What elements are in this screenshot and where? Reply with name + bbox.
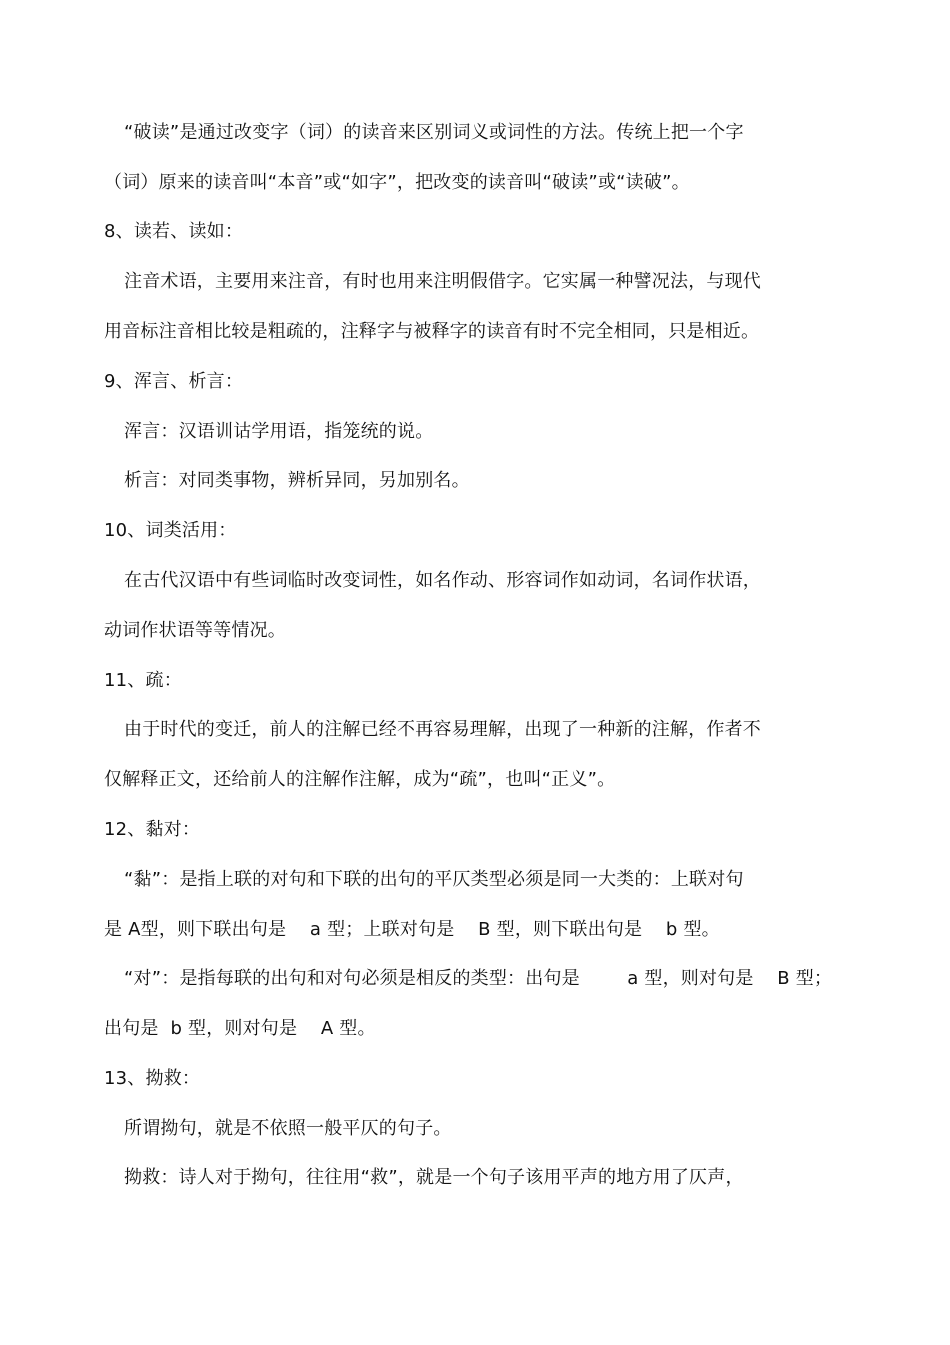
paragraph-line: 拗救：诗人对于拗句，往往用“救”，就是一个句子该用平声的地方用了仄声， — [124, 1167, 744, 1188]
paragraph-line: 用音标注音相比较是粗疏的，注释字与被释字的读音有时不完全相同，只是相近。 — [104, 321, 760, 342]
section-heading: 11、疏： — [104, 670, 182, 691]
paragraph-line: “黏”：是指上联的对句和下联的出句的平仄类型必须是同一大类的：上联对句 — [124, 869, 744, 890]
section-heading: 8、读若、读如： — [104, 221, 244, 242]
paragraph-line: 由于时代的变迁，前人的注解已经不再容易理解，出现了一种新的注解，作者不 — [124, 719, 761, 740]
section-heading: 10、词类活用： — [104, 520, 237, 541]
paragraph-line: 是 A型，则下联出句是 a 型；上联对句是 B 型，则下联出句是 b 型。 — [104, 919, 720, 940]
paragraph-line: 仅解释正文，还给前人的注解作注解，成为“疏”，也叫“正义”。 — [104, 769, 616, 790]
paragraph-line: 动词作状语等等情况。 — [104, 620, 286, 641]
section-heading: 13、拗救： — [104, 1068, 201, 1089]
paragraph-line: “对”：是指每联的出句和对句必须是相反的类型：出句是 a 型，则对句是 B 型； — [124, 968, 833, 989]
paragraph-line: 浑言：汉语训诂学用语，指笼统的说。 — [124, 421, 434, 442]
paragraph-line: 出句是 b 型，则对句是 A 型。 — [104, 1018, 376, 1039]
paragraph-line: 所谓拗句，就是不依照一般平仄的句子。 — [124, 1118, 452, 1139]
paragraph-line: （词）原来的读音叫“本音”或“如字”，把改变的读音叫“破读”或“读破”。 — [104, 172, 690, 193]
paragraph-line: “破读”是通过改变字（词）的读音来区别词义或词性的方法。传统上把一个字 — [124, 122, 744, 143]
paragraph-line: 在古代汉语中有些词临时改变词性，如名作动、形容词作如动词，名词作状语， — [124, 570, 761, 591]
section-heading: 12、黏对： — [104, 819, 201, 840]
paragraph-line: 析言：对同类事物，辨析异同，另加别名。 — [124, 470, 470, 491]
paragraph-line: 注音术语，主要用来注音，有时也用来注明假借字。它实属一种譬况法，与现代 — [124, 271, 761, 292]
section-heading: 9、浑言、析言： — [104, 371, 244, 392]
